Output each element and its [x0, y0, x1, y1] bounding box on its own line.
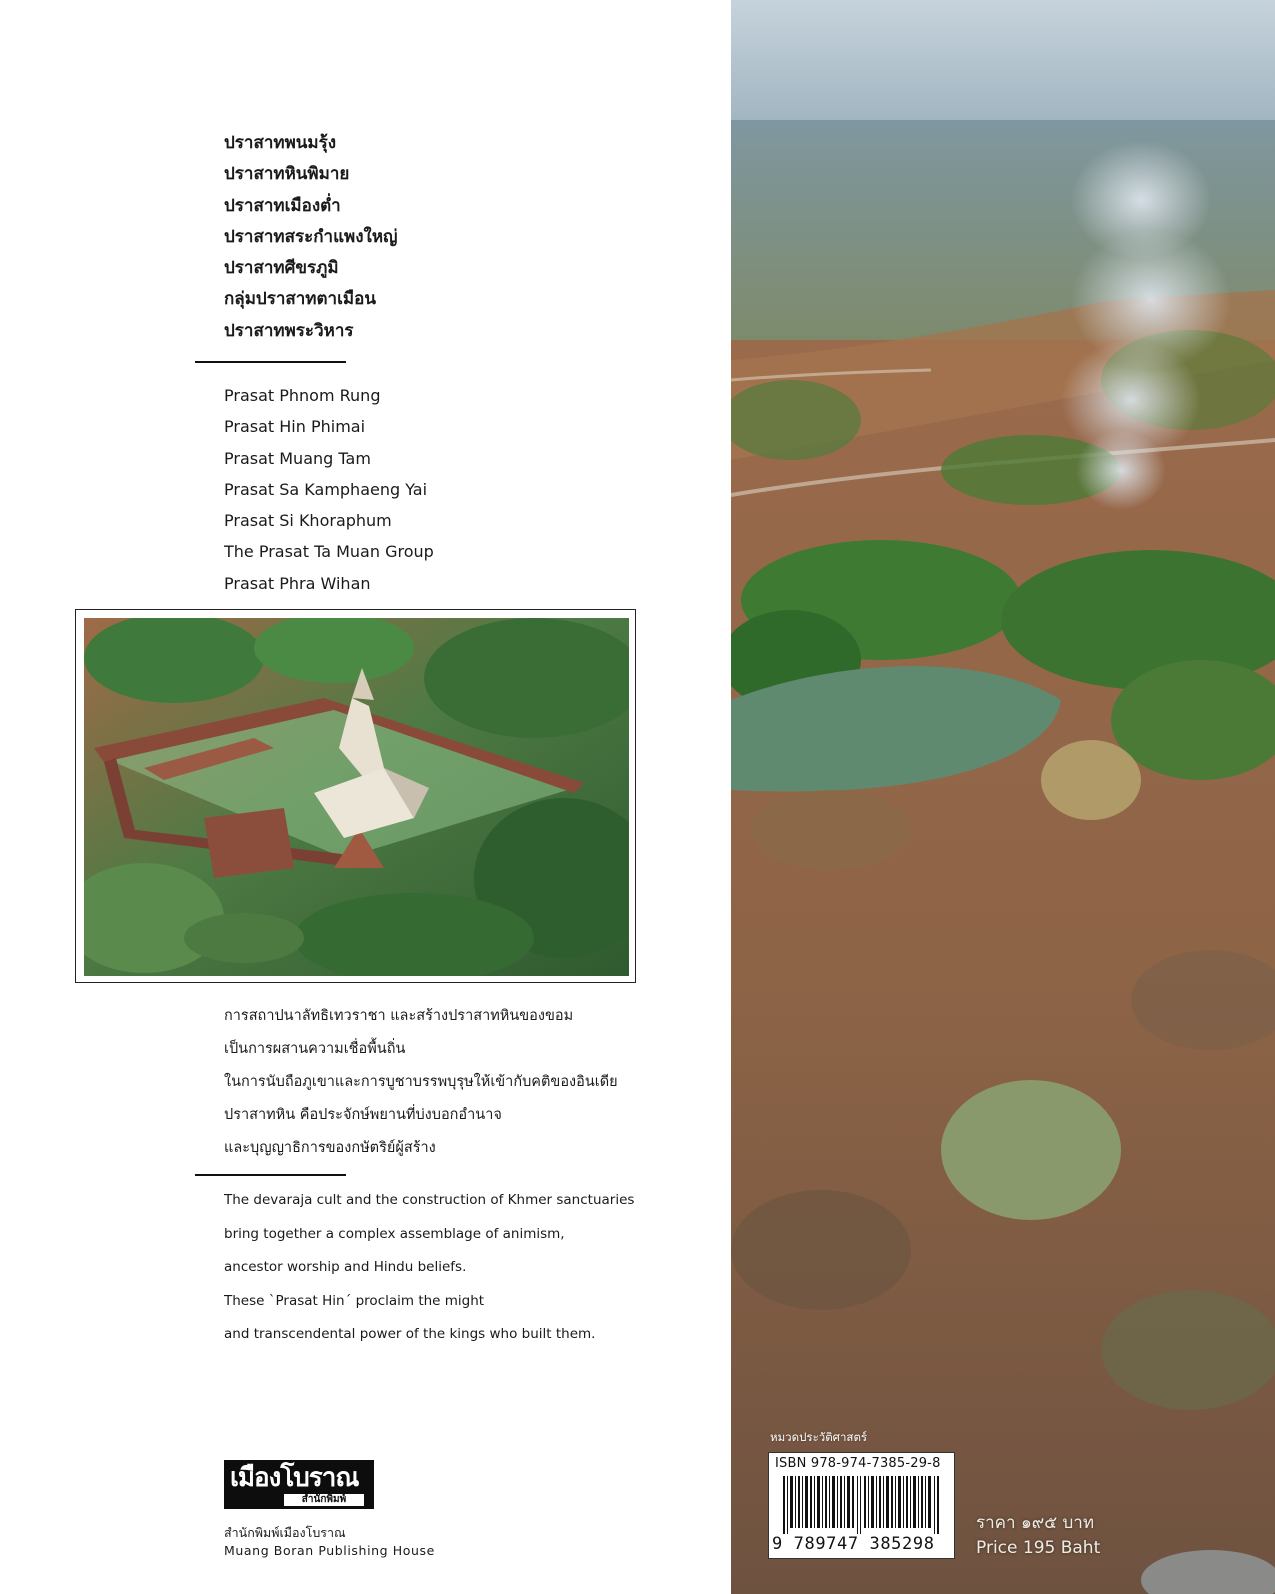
thai-title: ปราสาทพระวิหาร: [224, 320, 354, 341]
temple-aerial-photo: [84, 618, 629, 976]
english-description-line: The devaraja cult and the construction of Khmer sanctuaries: [224, 1192, 635, 1208]
price-english: Price 195 Baht: [976, 1538, 1101, 1558]
english-description-line: These `Prasat Hin´ proclaim the might: [224, 1292, 485, 1309]
thai-description: [224, 1000, 618, 1165]
english-title-list: [224, 380, 434, 599]
thai-title: กลุ่มปราสาทตาเมือน: [224, 289, 376, 310]
english-description-line: and transcendental power of the kings who built them.: [224, 1326, 596, 1342]
temple-photo-illustration: [84, 618, 629, 976]
landscape-illustration: [731, 0, 1275, 1594]
category-label: หมวดประวัติศาสตร์: [770, 1430, 868, 1444]
thai-title: ปราสาทเมืองต่ำ: [224, 195, 341, 216]
english-title: Prasat Phra Wihan: [224, 573, 371, 593]
english-title: Prasat Phnom Rung: [224, 386, 381, 405]
isbn-number: ISBN 978-974-7385-29-8: [775, 1456, 941, 1471]
publisher-name-thai: สำนักพิมพ์เมืองโบราณ: [224, 1525, 346, 1540]
thai-description-line: การสถาปนาลัทธิเทวราชา และสร้างปราสาทหินของขอม: [224, 1008, 574, 1024]
publisher-logo-text: เมืองโบราณ: [230, 1463, 359, 1493]
english-description-line: bring together a complex assemblage of animism,: [224, 1225, 565, 1242]
thai-title: ปราสาทสระกำแพงใหญ่: [224, 226, 398, 247]
english-description-line: ancestor worship and Hindu beliefs.: [224, 1259, 467, 1275]
thai-description-line: และบุญญาธิการของกษัตริย์ผู้สร้าง: [224, 1140, 436, 1156]
thai-description-line: ปราสาทหิน คือประจักษ์พยานที่บ่งบอกอำนาจ: [224, 1107, 502, 1123]
barcode-bars: [783, 1476, 943, 1534]
isbn-barcode: [768, 1452, 955, 1559]
publisher-logo-subtext: สำนักพิมพ์: [284, 1494, 364, 1506]
divider-rule: [195, 1174, 346, 1176]
english-title: Prasat Hin Phimai: [224, 417, 366, 437]
thai-title: ปราสาทหินพิมาย: [224, 164, 350, 185]
price-thai: ราคา ๑๙๕ บาท: [976, 1513, 1095, 1533]
thai-description-line: ในการนับถือภูเขาและการบูชาบรรพบุรุษให้เข้ากับคติของอินเดีย: [224, 1074, 618, 1090]
publisher-logo: [224, 1460, 374, 1509]
thai-title: ปราสาทพนมรุ้ง: [224, 133, 337, 153]
cover-landscape-photo: [731, 0, 1275, 1594]
english-description: [224, 1184, 634, 1352]
english-title: Prasat Si Khoraphum: [224, 511, 392, 531]
publisher-name-english: Muang Boran Publishing House: [224, 1543, 435, 1558]
english-title: The Prasat Ta Muan Group: [224, 542, 434, 562]
divider-rule: [195, 361, 346, 363]
thai-title: ปราสาทศีขรภูมิ: [224, 258, 339, 279]
barcode-number: 9 789747 385298: [772, 1534, 935, 1554]
thai-title-list: [224, 128, 398, 347]
english-title: Prasat Sa Kamphaeng Yai: [224, 479, 428, 499]
thai-description-line: เป็นการผสานความเชื่อพื้นถิ่น: [224, 1041, 406, 1057]
temple-photo-frame: [75, 609, 636, 983]
english-title: Prasat Muang Tam: [224, 448, 371, 468]
